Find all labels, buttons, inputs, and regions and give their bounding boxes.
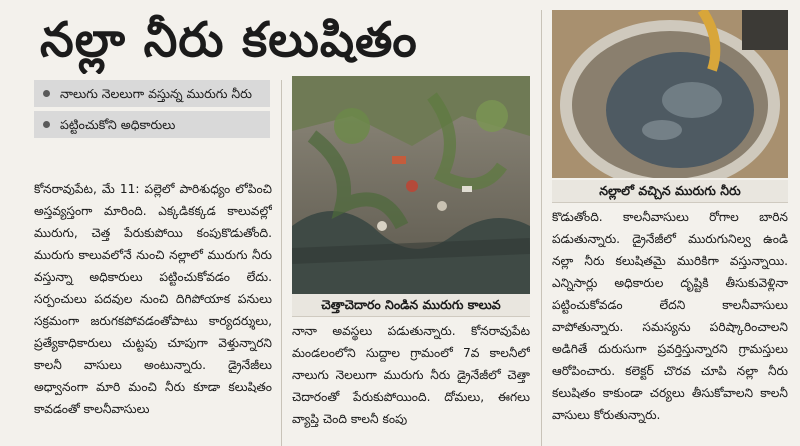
article-column-3 bbox=[552, 206, 788, 446]
subheads bbox=[34, 80, 270, 162]
bullet-icon bbox=[43, 121, 50, 128]
tap-water-photo-image bbox=[552, 10, 788, 178]
tap-water-photo-caption: నల్లాలో వచ్చిన మురుగు నీరు bbox=[552, 180, 788, 203]
drain-photo-caption: చెత్తాచెదారం నిండిన మురుగు కాలువ bbox=[292, 294, 530, 317]
column-1-text: కోనరావుపేట, మే 11: పల్లెలో పారిశుధ్యం లోపించి అస్తవ్యస్తంగా మారింది. ఎక్కడికక్కడ కాలువల్లో మురుగు, చెత్త పేరుకుపోయి కంపుకొడుతోంది. మురుగు కాలువలోనే నుంచి నల్లాలో మురుగు నీరు వస్తున్నా అధికారులు పట్టించుకోవడం లేదు. సర్పంచులు పదవుల నుంచి దిగిపోయాక పనులు సక్రమంగా జరుగకపోవడంతోపాటు కార్యదర్శులు, ప్రత్యేకాధికారులు చుట్టపు చూపుగా వెళ్తున్నారని కాలనీ వాసులు అంటున్నారు. డ్రైనేజీలు అధ్వానంగా మారి మంచి నీరు కూడా కలుషితం కావడంతో కాలనీవాసులు bbox=[34, 182, 272, 416]
subhead-2 bbox=[34, 111, 270, 138]
subhead-1 bbox=[34, 80, 270, 107]
drain-photo-image bbox=[292, 76, 530, 294]
drain-photo bbox=[292, 76, 530, 294]
tap-water-photo bbox=[552, 10, 788, 178]
subhead-2-text: పట్టించుకోని అధికారులు bbox=[60, 117, 176, 132]
headline: నల్లా నీరు కలుషితం bbox=[40, 12, 418, 68]
column-3-text: కొడుతోంది. కాలనీవాసులు రోగాల బారిన పడుతున్నారు. డ్రైనేజీలో మురుగునిల్వ ఉండి నల్లా నీరు కలుషితమై మురికిగా వస్తున్నాయి. ఎన్నిసార్లు అధికారుల దృష్టికి తీసుకువెళ్లినా పట్టించుకోవడం లేదని కాలనీవాసులు వాపోతున్నారు. సమస్యను పరిష్కారించాలని అడిగితే దురుసుగా ప్రవర్తిస్తున్నారని గ్రామస్తులు ఆరోపించారు. కలెక్టర్ చొరవ చూపి నల్లా నీరు కలుషితం కాకుండా చర్యలు తీసుకోవాలని కాలనీ వాసులు కోరుతున్నారు. bbox=[552, 210, 788, 422]
column-divider bbox=[541, 10, 542, 446]
column-2-text: నానా అవస్థలు పడుతున్నారు. కోనరావుపేట మండలంలోని సుద్దాల గ్రామంలో 7వ కాలనీలో నాలుగు నెలలుగా మురుగు నీరు డ్రైనేజీలో చెత్తా చెదారంతో పేరుకుపోయింది. దోమలు, ఈగలు వ్యాప్తి చెంది కాలనీ కంపు bbox=[292, 324, 530, 426]
subhead-1-text: నాలుగు నెలలుగా వస్తున్న మురుగు నీరు bbox=[60, 86, 252, 101]
article-column-2 bbox=[292, 320, 530, 446]
bullet-icon bbox=[43, 90, 50, 97]
column-divider bbox=[281, 80, 282, 446]
article-column-1 bbox=[34, 178, 272, 446]
